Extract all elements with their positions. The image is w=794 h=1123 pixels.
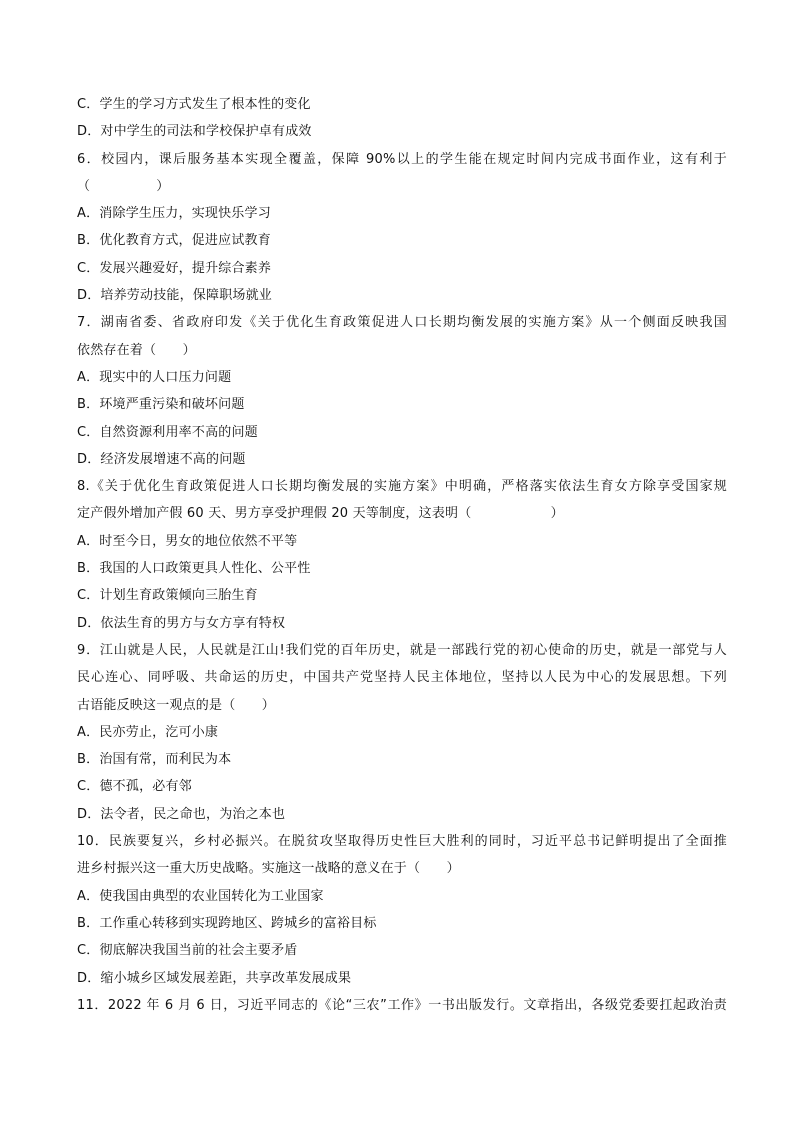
option-line: B．治国有常，而利民为本 [77,752,232,768]
option-line: A．民亦劳止，汔可小康 [77,724,219,740]
question-stem-line: 9．江山就是人民，人民就是江山!我们党的百年历史，就是一部践行党的初心使命的历史，就是一部党与人 [77,642,727,658]
option-line: A．时至今日，男女的地位依然不平等 [77,533,298,549]
option-line: D．对中学生的司法和学校保护卓有成效 [77,124,312,140]
option-line: D．经济发展增速不高的问题 [77,451,246,467]
question-stem-line: 民心连心、同呼吸、共命运的历史，中国共产党坚持人民主体地位，坚持以人民为中心的发展思想。下列 [77,670,727,686]
question-stem-line: 定产假外增加产假 60 天、男方享受护理假 20 天等制度，这表明（ ） [77,506,564,522]
question-stem-line: 10．民族要复兴，乡村必振兴。在脱贫攻坚取得历史性巨大胜利的同时，习近平总书记鲜明提出了全面推 [77,834,727,850]
question-stem-line: 8.《关于优化生育政策促进人口长期均衡发展的实施方案》中明确，严格落实依法生育女方除享受国家规 [77,479,727,495]
option-line: D．依法生育的男方与女方享有特权 [77,615,286,631]
option-line: A．消除学生压力，实现快乐学习 [77,206,271,222]
option-line: D．法令者，民之命也，为治之本也 [77,806,286,822]
question-stem-line: 7．湖南省委、省政府印发《关于优化生育政策促进人口长期均衡发展的实施方案》从一个侧面反映我国 [77,315,727,331]
option-line: C．学生的学习方式发生了根本性的变化 [77,97,311,112]
option-line: B．我国的人口政策更具人性化、公平性 [77,561,311,577]
question-stem-line: 依然存在着（ ） [77,342,196,358]
question-stem-line: 6．校园内，课后服务基本实现全覆盖，保障 90%以上的学生能在规定时间内完成书面作业，这有利于 [77,151,727,167]
option-line: B．环境严重污染和破坏问题 [77,397,245,413]
option-line: C．计划生育政策倾向三胎生育 [77,588,258,604]
option-line: D．缩小城乡区域发展差距，共享改革发展成果 [77,970,352,986]
option-line: C．彻底解决我国当前的社会主要矛盾 [77,943,298,959]
option-line: A．使我国由典型的农业国转化为工业国家 [77,888,324,904]
question-stem-line: （ ） [77,178,170,194]
question-stem-line: 11．2022 年 6 月 6 日，习近平同志的《论“三农”工作》一书出版发行。文章指出，各级党委要扛起政治责 [77,997,727,1013]
option-line: C．德不孤，必有邻 [77,779,192,795]
option-line: C．发展兴趣爱好，提升综合素养 [77,260,272,276]
option-line: D．培养劳动技能，保障职场就业 [77,288,273,304]
option-line: B．工作重心转移到实现跨地区、跨城乡的富裕目标 [77,915,377,931]
exam-page [77,91,727,1019]
question-stem-line: 古语能反映这一观点的是（ ） [77,697,276,713]
question-stem-line: 进乡村振兴这一重大历史战略。实施这一战略的意义在于（ ） [77,861,460,877]
option-line: B．优化教育方式，促进应试教育 [77,233,271,249]
option-line: A．现实中的人口压力问题 [77,369,232,385]
option-line: C．自然资源利用率不高的问题 [77,424,258,440]
